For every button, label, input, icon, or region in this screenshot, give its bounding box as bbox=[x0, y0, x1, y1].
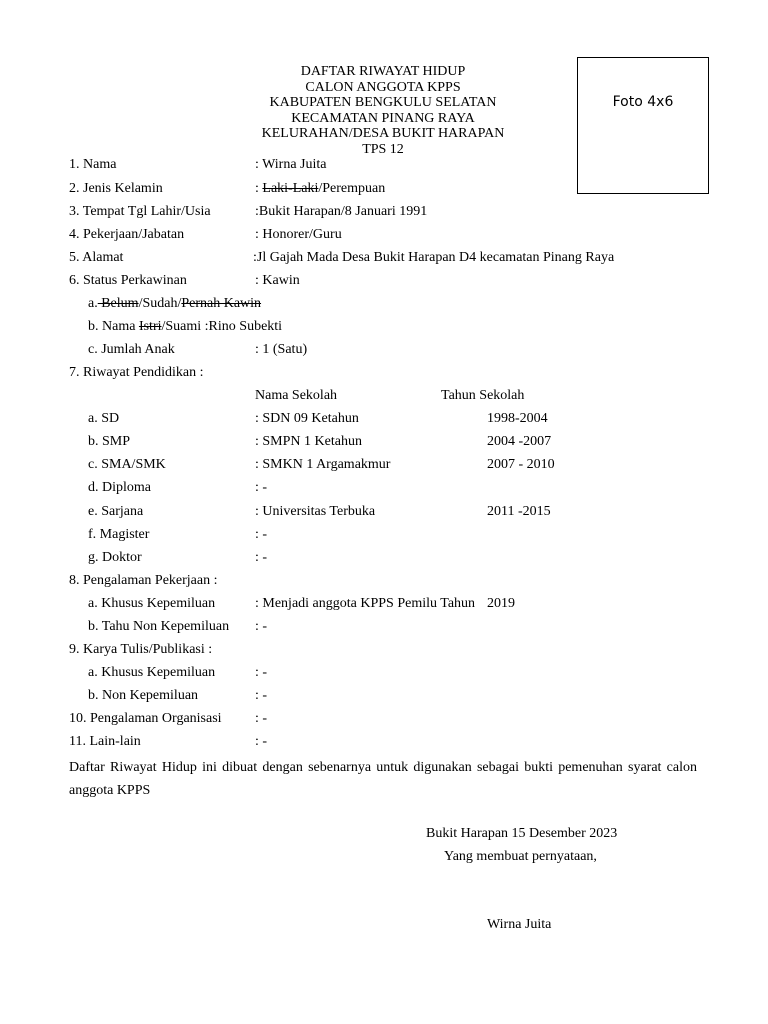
education-row-school: : - bbox=[255, 550, 268, 565]
document-header bbox=[240, 64, 526, 158]
work-a-value: : Menjadi anggota KPPS Pemilu Tahun bbox=[255, 596, 476, 611]
writing-title: 9. Karya Tulis/Publikasi : bbox=[69, 642, 213, 657]
work-b-label: b. Tahu Non Kepemiluan bbox=[88, 619, 230, 634]
field-value-pekerjaan: : Honorer/Guru bbox=[255, 227, 342, 242]
status-a-sudah: /Sudah/ bbox=[138, 296, 182, 311]
education-row-label: e. Sarjana bbox=[88, 504, 144, 519]
education-row-label: a. SD bbox=[88, 411, 120, 426]
education-row-label: b. SMP bbox=[88, 434, 131, 449]
org-label: 10. Pengalaman Organisasi bbox=[69, 711, 222, 726]
status-a-struck-pernah: Pernah Kawin bbox=[181, 296, 262, 311]
education-row-school: : - bbox=[255, 480, 268, 495]
education-row-school: : SDN 09 Ketahun bbox=[255, 411, 359, 426]
field-value-jenis-kelamin bbox=[255, 181, 385, 197]
work-b-value: : - bbox=[255, 619, 268, 634]
writing-a-value: : - bbox=[255, 665, 268, 680]
education-row-year: 2007 - 2010 bbox=[487, 457, 555, 472]
status-b-struck: Istri bbox=[138, 319, 162, 334]
education-col-school: Nama Sekolah bbox=[255, 388, 338, 403]
header-subtitle: CALON ANGGOTA KPPS bbox=[305, 79, 461, 95]
education-row-label: g. Doktor bbox=[88, 550, 142, 565]
education-row-label: f. Magister bbox=[88, 527, 150, 542]
status-label-anak: c. Jumlah Anak bbox=[88, 342, 175, 357]
status-option-b bbox=[88, 319, 282, 335]
status-b-prefix: b. Nama bbox=[88, 319, 139, 334]
status-a-struck-belum: Belum bbox=[97, 296, 139, 311]
status-value-anak: : 1 (Satu) bbox=[255, 342, 308, 357]
field-label-ttl: 3. Tempat Tgl Lahir/Usia bbox=[69, 204, 211, 219]
field-label-alamat: 5. Alamat bbox=[69, 250, 124, 265]
jenis-kelamin-selected: /Perempuan bbox=[318, 181, 386, 196]
education-row-school: : SMKN 1 Argamakmur bbox=[255, 457, 391, 472]
education-row-label: c. SMA/SMK bbox=[88, 457, 166, 472]
field-value-ttl: :Bukit Harapan/8 Januari 1991 bbox=[255, 204, 428, 219]
org-value: : - bbox=[255, 711, 268, 726]
field-label-status: 6. Status Perkawinan bbox=[69, 273, 187, 288]
education-row-label: d. Diploma bbox=[88, 480, 151, 495]
header-kabupaten: KABUPATEN BENGKULU SELATAN bbox=[269, 95, 497, 111]
education-row-school: : Universitas Terbuka bbox=[255, 504, 376, 519]
jenis-kelamin-struck: Laki-Laki bbox=[262, 181, 319, 196]
statement-paragraph: Daftar Riwayat Hidup ini dibuat dengan sebenarnya untuk digunakan sebagai bukti pemenuhan syarat calon anggota KPPS bbox=[69, 760, 697, 798]
field-label-jenis-kelamin: 2. Jenis Kelamin bbox=[69, 181, 163, 196]
writing-b-label: b. Non Kepemiluan bbox=[88, 688, 199, 703]
education-col-year: Tahun Sekolah bbox=[441, 388, 525, 403]
education-title: 7. Riwayat Pendidikan : bbox=[69, 365, 204, 380]
work-a-year: 2019 bbox=[487, 596, 515, 611]
education-row-school: : SMPN 1 Ketahun bbox=[255, 434, 362, 449]
photo-label: Foto 4x6 bbox=[612, 94, 674, 110]
field-label-nama: 1. Nama bbox=[69, 157, 117, 172]
field-value-alamat: :Jl Gajah Mada Desa Bukit Harapan D4 kecamatan Pinang Raya bbox=[253, 250, 615, 265]
status-b-spouse: /Suami :Rino Subekti bbox=[161, 319, 283, 334]
jenis-kelamin-prefix: : bbox=[255, 181, 263, 196]
status-option-a bbox=[88, 296, 261, 312]
other-label: 11. Lain-lain bbox=[69, 734, 141, 749]
field-value-nama: : Wirna Juita bbox=[255, 157, 327, 172]
field-label-pekerjaan: 4. Pekerjaan/Jabatan bbox=[69, 227, 185, 242]
work-title: 8. Pengalaman Pekerjaan : bbox=[69, 573, 218, 588]
writing-b-value: : - bbox=[255, 688, 268, 703]
writing-a-label: a. Khusus Kepemiluan bbox=[88, 665, 216, 680]
signature-maker: Yang membuat pernyataan, bbox=[444, 849, 597, 864]
status-a-prefix: a. bbox=[88, 296, 98, 311]
education-row-year: 2011 -2015 bbox=[487, 504, 551, 519]
other-value: : - bbox=[255, 734, 268, 749]
photo-placeholder bbox=[577, 57, 709, 194]
field-value-status: : Kawin bbox=[255, 273, 300, 288]
work-a-label: a. Khusus Kepemiluan bbox=[88, 596, 216, 611]
header-kecamatan: KECAMATAN PINANG RAYA bbox=[291, 110, 475, 126]
header-title: DAFTAR RIWAYAT HIDUP bbox=[300, 64, 466, 79]
education-row-year: 1998-2004 bbox=[487, 411, 548, 426]
signature-name: Wirna Juita bbox=[487, 917, 552, 932]
header-kelurahan: KELURAHAN/DESA BUKIT HARAPAN bbox=[261, 126, 505, 142]
header-tps: TPS 12 bbox=[362, 141, 404, 157]
education-row-year: 2004 -2007 bbox=[487, 434, 552, 449]
education-row-school: : - bbox=[255, 527, 268, 542]
signature-place-date: Bukit Harapan 15 Desember 2023 bbox=[426, 826, 618, 841]
